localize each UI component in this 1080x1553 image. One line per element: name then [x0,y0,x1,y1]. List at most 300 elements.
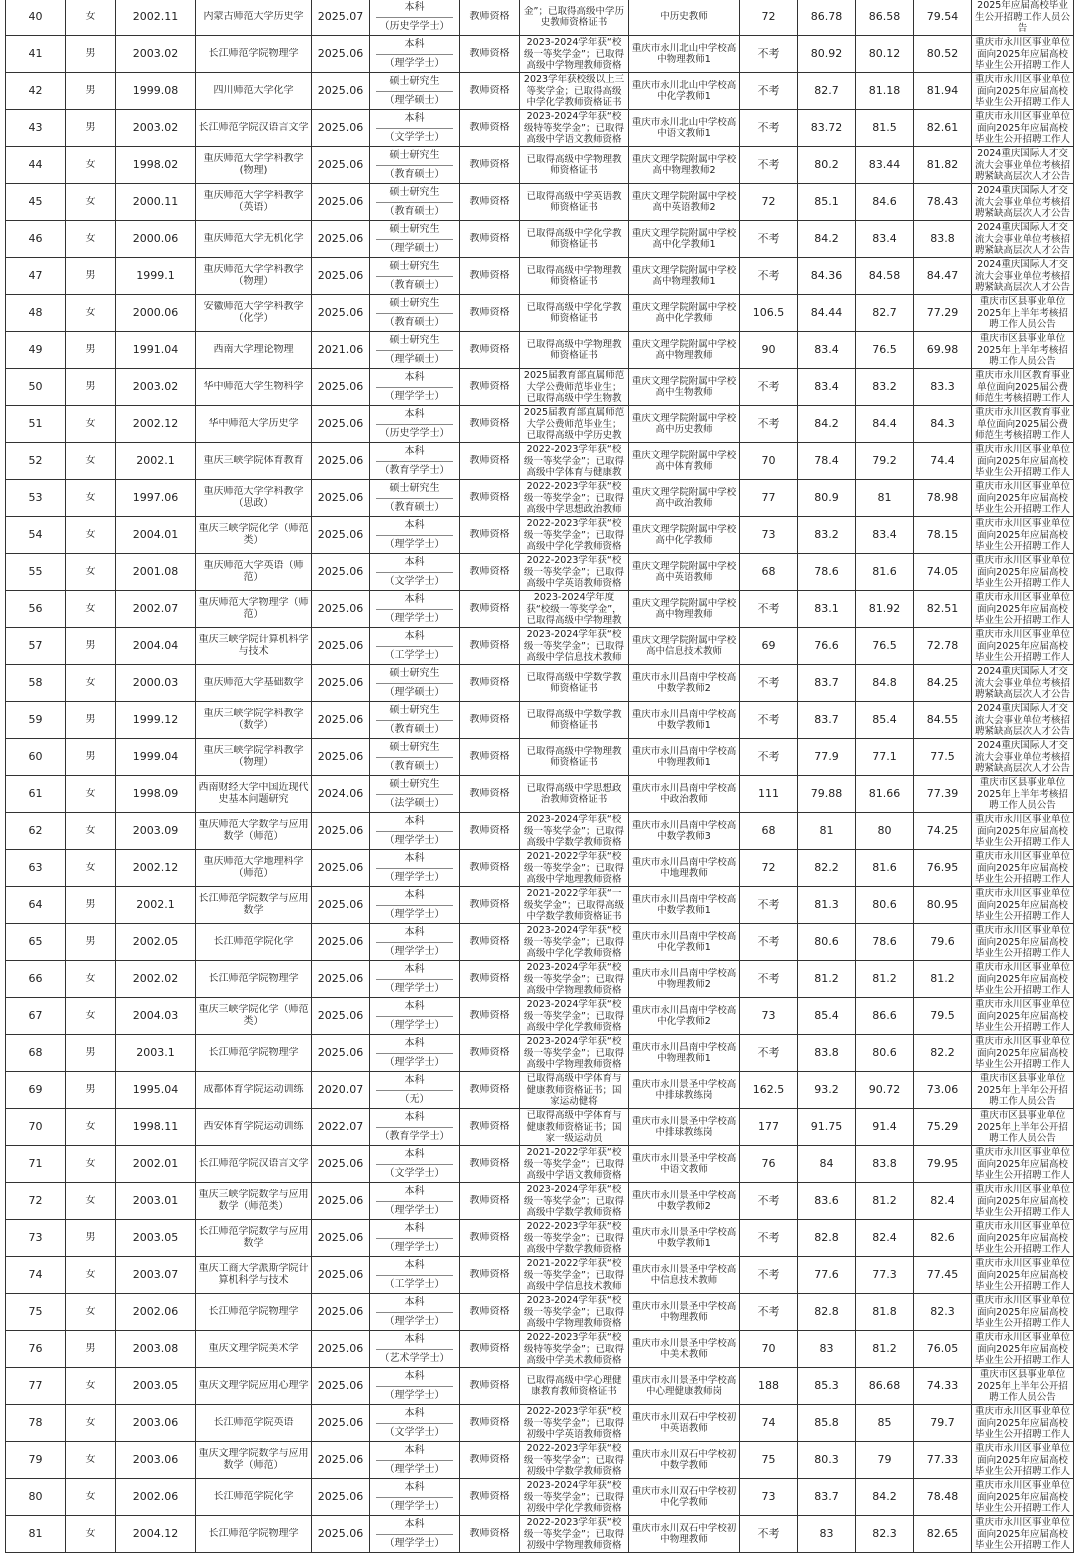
cell-announcement: 2024重庆国际人才交流大会事业单位考核招聘紧缺高层次人才公告 [972,702,1074,739]
candidate-table-sheet [5,0,1073,1553]
cell-graduation-date: 2025.06 [312,1146,370,1183]
cell-index: 56 [6,591,66,628]
education-level: 硕士研究生 [376,295,453,314]
cell-qualification: 教师资格 [460,776,520,813]
cell-written-score: 90 [740,332,798,369]
cell-sex: 男 [66,258,116,295]
cell-written-score: 不考 [740,702,798,739]
cell-school-major: 重庆三峡学院化学（师范类） [196,998,312,1035]
cell-trial-lecture-score: 83.2 [856,369,914,406]
cell-interview-score: 82.7 [798,73,856,110]
cell-trial-lecture-score: 81.18 [856,73,914,110]
cell-written-score: 不考 [740,1516,798,1553]
cell-honors: 2021-2022学年获“校级一等奖学金”；已取得高级中学地理教师资格 [520,850,629,887]
education-level: 硕士研究生 [376,665,453,684]
table-row [6,1220,1074,1257]
cell-position: 重庆文理学院附属中学校高中信息技术教师 [629,628,740,665]
degree-name: （理学硕士） [384,687,445,698]
table-row [6,332,1074,369]
cell-qualification: 教师资格 [460,443,520,480]
cell-honors: 2023-2024学年获“校级一等奖学金”；已取得高级中学物理教师资格 [520,961,629,998]
cell-birth-date: 2003.1 [116,1035,196,1072]
cell-total-score: 74.4 [914,443,972,480]
cell-trial-lecture-score: 81.6 [856,850,914,887]
cell-position: 重庆市永川双石中学校初中物理教师 [629,1516,740,1553]
cell-written-score: 不考 [740,147,798,184]
cell-graduation-date: 2025.06 [312,184,370,221]
cell-written-score: 73 [740,998,798,1035]
cell-trial-lecture-score: 80 [856,813,914,850]
cell-interview-score: 91.75 [798,1109,856,1146]
table-row [6,73,1074,110]
cell-written-score: 不考 [740,1257,798,1294]
cell-index: 66 [6,961,66,998]
degree-name: （理学学士） [384,872,445,883]
cell-sex: 男 [66,628,116,665]
cell-education-degree [370,0,460,36]
cell-sex: 男 [66,1220,116,1257]
cell-birth-date: 2004.01 [116,517,196,554]
cell-written-score: 不考 [740,73,798,110]
cell-birth-date: 2004.12 [116,1516,196,1553]
cell-sex: 女 [66,147,116,184]
cell-qualification: 教师资格 [460,332,520,369]
cell-position: 重庆市永川双石中学校初中化学教师 [629,1479,740,1516]
cell-graduation-date: 2025.06 [312,443,370,480]
cell-qualification: 教师资格 [460,1183,520,1220]
cell-education-degree [370,73,460,110]
cell-birth-date: 2002.05 [116,924,196,961]
education-level: 本科 [376,406,453,425]
cell-total-score: 79.95 [914,1146,972,1183]
cell-birth-date: 2002.06 [116,1479,196,1516]
cell-sex: 男 [66,1072,116,1109]
cell-education-degree [370,221,460,258]
degree-name: （教育硕士） [384,502,445,513]
cell-trial-lecture-score: 85.4 [856,702,914,739]
cell-total-score: 74.25 [914,813,972,850]
candidate-table [5,0,1074,1553]
cell-qualification: 教师资格 [460,295,520,332]
cell-school-major: 重庆三峡学院化学（师范类） [196,517,312,554]
degree-name: （理学硕士） [384,95,445,106]
cell-position: 重庆市永川景圣中学校高中美术教师 [629,1331,740,1368]
degree-name: （文学学士） [384,132,445,143]
cell-honors: 2022-2023学年获“校级一等奖学金”；已取得初级中学数学教师资格 [520,1442,629,1479]
cell-index: 64 [6,887,66,924]
cell-trial-lecture-score: 90.72 [856,1072,914,1109]
education-level: 硕士研究生 [376,739,453,758]
cell-school-major: 重庆文理学院数学与应用数学（师范） [196,1442,312,1479]
cell-announcement: 重庆市永川区事业单位面向2025年应届高校毕业生公开招聘工作人 [972,1516,1074,1553]
cell-trial-lecture-score: 80.12 [856,36,914,73]
cell-education-degree [370,1442,460,1479]
cell-school-major: 长江师范学院化学 [196,1479,312,1516]
table-row [6,406,1074,443]
cell-index: 80 [6,1479,66,1516]
cell-education-degree [370,1294,460,1331]
cell-total-score: 79.6 [914,924,972,961]
cell-school-major: 长江师范学院数学与应用数学 [196,1220,312,1257]
cell-position: 重庆市永川昌南中学校高中化学教师2 [629,998,740,1035]
cell-trial-lecture-score: 84.58 [856,258,914,295]
cell-sex: 女 [66,1405,116,1442]
cell-interview-score: 86.78 [798,0,856,36]
degree-name: （理学学士） [384,1501,445,1512]
cell-written-score: 74 [740,1405,798,1442]
cell-birth-date: 2003.01 [116,1183,196,1220]
education-level: 本科 [376,924,453,943]
cell-sex: 女 [66,850,116,887]
cell-school-major: 长江师范学院汉语言文学 [196,110,312,147]
cell-school-major: 华中师范大学生物科学 [196,369,312,406]
cell-position: 重庆市永川双石中学校初中数学教师 [629,1442,740,1479]
cell-written-score: 77 [740,480,798,517]
cell-birth-date: 1998.09 [116,776,196,813]
table-row [6,1109,1074,1146]
cell-education-degree [370,998,460,1035]
education-level: 本科 [376,887,453,906]
cell-graduation-date: 2021.06 [312,332,370,369]
cell-qualification: 教师资格 [460,1220,520,1257]
cell-school-major: 长江师范学院物理学 [196,1516,312,1553]
degree-name: （理学学士） [384,613,445,624]
cell-birth-date: 1999.08 [116,73,196,110]
cell-education-degree [370,1516,460,1553]
cell-sex: 女 [66,776,116,813]
cell-written-score: 69 [740,628,798,665]
cell-written-score: 188 [740,1368,798,1405]
cell-graduation-date: 2025.06 [312,628,370,665]
degree-name: （理学学士） [384,909,445,920]
cell-index: 58 [6,665,66,702]
education-level: 本科 [376,1072,453,1091]
cell-position: 重庆文理学院附属中学校高中物理教师 [629,591,740,628]
cell-announcement: 重庆市永川区事业单位面向2025年应届高校毕业生公开招聘工作人 [972,517,1074,554]
table-row [6,369,1074,406]
cell-interview-score: 77.6 [798,1257,856,1294]
cell-written-score: 73 [740,1479,798,1516]
cell-total-score: 76.95 [914,850,972,887]
cell-sex: 男 [66,1035,116,1072]
cell-interview-score: 83.7 [798,1479,856,1516]
cell-birth-date: 2002.01 [116,1146,196,1183]
cell-total-score: 82.61 [914,110,972,147]
cell-position: 重庆文理学院附属中学校高中物理教师1 [629,258,740,295]
table-row [6,813,1074,850]
cell-position: 重庆市永川昌南中学校高中地理教师 [629,850,740,887]
cell-trial-lecture-score: 80.6 [856,887,914,924]
table-row [6,1516,1074,1553]
cell-sex: 女 [66,406,116,443]
cell-interview-score: 83.4 [798,369,856,406]
cell-total-score: 80.95 [914,887,972,924]
cell-education-degree [370,1109,460,1146]
education-level: 本科 [376,443,453,462]
cell-announcement: 2024重庆国际人才交流大会事业单位考核招聘紧缺高层次人才公告 [972,258,1074,295]
cell-written-score: 不考 [740,887,798,924]
cell-birth-date: 2003.02 [116,36,196,73]
cell-total-score: 78.15 [914,517,972,554]
cell-graduation-date: 2025.06 [312,1368,370,1405]
cell-index: 67 [6,998,66,1035]
cell-graduation-date: 2025.06 [312,258,370,295]
cell-qualification: 教师资格 [460,1405,520,1442]
cell-birth-date: 2002.06 [116,1294,196,1331]
cell-qualification: 教师资格 [460,628,520,665]
degree-name: （教育硕士） [384,280,445,291]
cell-education-degree [370,628,460,665]
degree-name: （教育硕士） [384,761,445,772]
degree-name: （教育硕士） [384,724,445,735]
table-row [6,1405,1074,1442]
cell-total-score: 77.45 [914,1257,972,1294]
cell-trial-lecture-score: 86.68 [856,1368,914,1405]
cell-written-score: 177 [740,1109,798,1146]
cell-birth-date: 2002.07 [116,591,196,628]
cell-sex: 男 [66,332,116,369]
cell-graduation-date: 2025.06 [312,887,370,924]
cell-written-score: 70 [740,443,798,480]
cell-graduation-date: 2025.06 [312,36,370,73]
degree-name: （理学学士） [384,835,445,846]
cell-trial-lecture-score: 82.4 [856,1220,914,1257]
cell-graduation-date: 2025.06 [312,1257,370,1294]
cell-honors: 2021-2022学年获“一级奖学金”；已取得高级中学数学教师资格证书 [520,887,629,924]
cell-sex: 男 [66,110,116,147]
education-level: 本科 [376,1331,453,1350]
degree-name: （理学学士） [384,1205,445,1216]
cell-interview-score: 79.88 [798,776,856,813]
cell-education-degree [370,443,460,480]
cell-index: 77 [6,1368,66,1405]
table-row [6,1442,1074,1479]
cell-interview-score: 83.1 [798,591,856,628]
cell-position: 重庆市永川景圣中学校高中排球教练岗 [629,1109,740,1146]
cell-index: 72 [6,1183,66,1220]
cell-position: 重庆市永川北山中学校高中化学教师1 [629,73,740,110]
cell-announcement: 重庆市永川区事业单位面向2025年应届高校毕业生公开招聘工作人 [972,961,1074,998]
cell-interview-score: 76.6 [798,628,856,665]
cell-trial-lecture-score: 85 [856,1405,914,1442]
cell-interview-score: 80.3 [798,1442,856,1479]
cell-school-major: 重庆师范大学基础数学 [196,665,312,702]
cell-education-degree [370,850,460,887]
cell-written-score: 不考 [740,258,798,295]
cell-announcement: 重庆市永川区事业单位面向2025年应届高校毕业生公开招聘工作人 [972,1442,1074,1479]
cell-announcement: 重庆市永川区事业单位面向2025年应届高校毕业生公开招聘工作人 [972,554,1074,591]
cell-announcement: 重庆市永川区事业单位面向2025年应届高校毕业生公开招聘工作人 [972,924,1074,961]
cell-birth-date: 2002.12 [116,406,196,443]
cell-graduation-date: 2025.06 [312,369,370,406]
cell-interview-score: 81 [798,813,856,850]
cell-qualification: 教师资格 [460,147,520,184]
cell-written-score: 不考 [740,665,798,702]
cell-trial-lecture-score: 86.6 [856,998,914,1035]
cell-trial-lecture-score: 84.2 [856,1479,914,1516]
cell-graduation-date: 2025.06 [312,110,370,147]
cell-index: 46 [6,221,66,258]
cell-education-degree [370,369,460,406]
cell-trial-lecture-score: 80.6 [856,1035,914,1072]
cell-index: 68 [6,1035,66,1072]
cell-announcement: 重庆市区县事业单位2025年上半年考核招聘工作人员公告 [972,295,1074,332]
cell-sex: 女 [66,517,116,554]
cell-announcement: 重庆市永川区事业单位面向2025年应届高校毕业生公开招聘工作人 [972,1183,1074,1220]
cell-written-score: 72 [740,0,798,36]
cell-written-score: 68 [740,554,798,591]
cell-announcement: 重庆市永川区事业单位面向2025年应届高校毕业生公开招聘工作人 [972,1479,1074,1516]
cell-position: 重庆市永川北山中学校高中语文教师1 [629,110,740,147]
cell-total-score: 78.48 [914,1479,972,1516]
education-level: 本科 [376,0,453,18]
cell-education-degree [370,1331,460,1368]
cell-total-score: 81.2 [914,961,972,998]
cell-graduation-date: 2020.07 [312,1072,370,1109]
cell-announcement: 重庆市区县事业单位2025年上半年公开招聘工作人员公告 [972,1368,1074,1405]
table-row [6,0,1074,36]
cell-position: 重庆文理学院附属中学校高中体育教师 [629,443,740,480]
cell-qualification: 教师资格 [460,1257,520,1294]
cell-total-score: 81.82 [914,147,972,184]
cell-interview-score: 83.2 [798,517,856,554]
cell-school-major: 重庆文理学院应用心理学 [196,1368,312,1405]
cell-honors: 2023-2024学年获“校级一等奖学金”；已取得初级中学化学教师资格 [520,1479,629,1516]
cell-announcement: 重庆市永川区事业单位面向2025年应届高校毕业生公开招聘工作人 [972,480,1074,517]
cell-total-score: 82.2 [914,1035,972,1072]
cell-birth-date: 2003.05 [116,1220,196,1257]
cell-written-score: 不考 [740,1183,798,1220]
cell-announcement: 重庆市永川区事业单位面向2025年应届高校毕业生公开招聘工作人 [972,1294,1074,1331]
cell-sex: 女 [66,998,116,1035]
cell-total-score: 84.47 [914,258,972,295]
education-level: 本科 [376,1146,453,1165]
cell-school-major: 长江师范学院汉语言文学 [196,1146,312,1183]
education-level: 本科 [376,1368,453,1387]
cell-school-major: 重庆工商大学派斯学院计算机科学与技术 [196,1257,312,1294]
cell-index: 70 [6,1109,66,1146]
cell-school-major: 长江师范学院物理学 [196,1294,312,1331]
cell-sex: 女 [66,295,116,332]
table-row [6,443,1074,480]
degree-name: （理学学士） [384,1390,445,1401]
degree-name: （理学学士） [384,391,445,402]
cell-education-degree [370,961,460,998]
education-level: 本科 [376,1442,453,1461]
cell-school-major: 重庆师范大学英语（师范） [196,554,312,591]
cell-position: 重庆市永川景圣中学校高中数学教师1 [629,1220,740,1257]
cell-education-degree [370,1257,460,1294]
cell-trial-lecture-score: 81.2 [856,961,914,998]
cell-education-degree [370,110,460,147]
cell-interview-score: 83.4 [798,332,856,369]
cell-graduation-date: 2025.06 [312,1479,370,1516]
cell-honors: 金”；已取得高级中学历史教师资格证书 [520,0,629,36]
cell-index: 44 [6,147,66,184]
cell-position: 重庆市永川北山中学校高中物理教师1 [629,36,740,73]
cell-interview-score: 85.3 [798,1368,856,1405]
education-level: 硕士研究生 [376,480,453,499]
cell-birth-date: 1997.06 [116,480,196,517]
cell-education-degree [370,702,460,739]
cell-total-score: 76.05 [914,1331,972,1368]
cell-education-degree [370,184,460,221]
education-level: 本科 [376,1516,453,1535]
cell-total-score: 82.3 [914,1294,972,1331]
cell-birth-date: 2002.11 [116,0,196,36]
cell-birth-date: 2003.06 [116,1442,196,1479]
cell-school-major: 重庆师范大学地理科学（师范） [196,850,312,887]
cell-qualification: 教师资格 [460,1516,520,1553]
cell-honors: 已取得高级中学物理教师资格证书 [520,739,629,776]
education-level: 本科 [376,998,453,1017]
cell-announcement: 2024重庆国际人才交流大会事业单位考核招聘紧缺高层次人才公告 [972,184,1074,221]
cell-school-major: 重庆三峡学院学科教学（数学） [196,702,312,739]
cell-announcement: 重庆市永川区教育事业单位面向2025届公费师范生考核招聘工作人 [972,406,1074,443]
degree-name: （文学学士） [384,1168,445,1179]
education-level: 本科 [376,961,453,980]
cell-index: 74 [6,1257,66,1294]
cell-written-score: 不考 [740,369,798,406]
cell-interview-score: 83.7 [798,665,856,702]
cell-sex: 男 [66,1331,116,1368]
cell-graduation-date: 2025.07 [312,0,370,36]
cell-birth-date: 2003.07 [116,1257,196,1294]
cell-interview-score: 78.4 [798,443,856,480]
cell-honors: 2022-2023学年获“校级一等奖学金”；已取得高级中学体育与健康教 [520,443,629,480]
cell-sex: 女 [66,184,116,221]
cell-announcement: 重庆市永川区事业单位面向2025年应届高校毕业生公开招聘工作人 [972,998,1074,1035]
cell-sex: 女 [66,0,116,36]
cell-total-score: 69.98 [914,332,972,369]
cell-graduation-date: 2025.06 [312,147,370,184]
table-row [6,1368,1074,1405]
degree-name: （无） [399,1094,430,1105]
degree-name: （理学学士） [384,1242,445,1253]
cell-sex: 女 [66,1294,116,1331]
education-level: 本科 [376,517,453,536]
cell-education-degree [370,1405,460,1442]
table-row [6,517,1074,554]
cell-position: 重庆文理学院附属中学校高中化学教师 [629,517,740,554]
cell-birth-date: 2003.05 [116,1368,196,1405]
cell-total-score: 79.7 [914,1405,972,1442]
cell-birth-date: 2003.06 [116,1405,196,1442]
cell-index: 75 [6,1294,66,1331]
table-row [6,295,1074,332]
cell-trial-lecture-score: 79.2 [856,443,914,480]
cell-index: 40 [6,0,66,36]
cell-written-score: 111 [740,776,798,813]
cell-interview-score: 83.8 [798,1035,856,1072]
cell-birth-date: 2001.08 [116,554,196,591]
cell-sex: 女 [66,221,116,258]
cell-interview-score: 83.7 [798,702,856,739]
cell-announcement: 重庆市区县事业单位2025年上半年公开招聘工作人员公告 [972,1109,1074,1146]
cell-total-score: 84.25 [914,665,972,702]
cell-honors: 2021-2022学年获“校级一等奖学金”；已取得高级中学语文教师资格 [520,1146,629,1183]
cell-announcement: 重庆市永川区事业单位面向2025年应届高校毕业生公开招聘工作人 [972,1035,1074,1072]
cell-position: 重庆文理学院附属中学校高中英语教师 [629,554,740,591]
cell-position: 重庆文理学院附属中学校高中生物教师 [629,369,740,406]
cell-sex: 女 [66,1146,116,1183]
degree-name: （文学学士） [384,1427,445,1438]
cell-announcement: 重庆市永川区事业单位面向2025年应届高校毕业生公开招聘工作人 [972,850,1074,887]
cell-announcement: 重庆市永川区事业单位面向2025年应届高校毕业生公开招聘工作人 [972,73,1074,110]
cell-qualification: 教师资格 [460,924,520,961]
cell-qualification: 教师资格 [460,850,520,887]
cell-sex: 女 [66,961,116,998]
